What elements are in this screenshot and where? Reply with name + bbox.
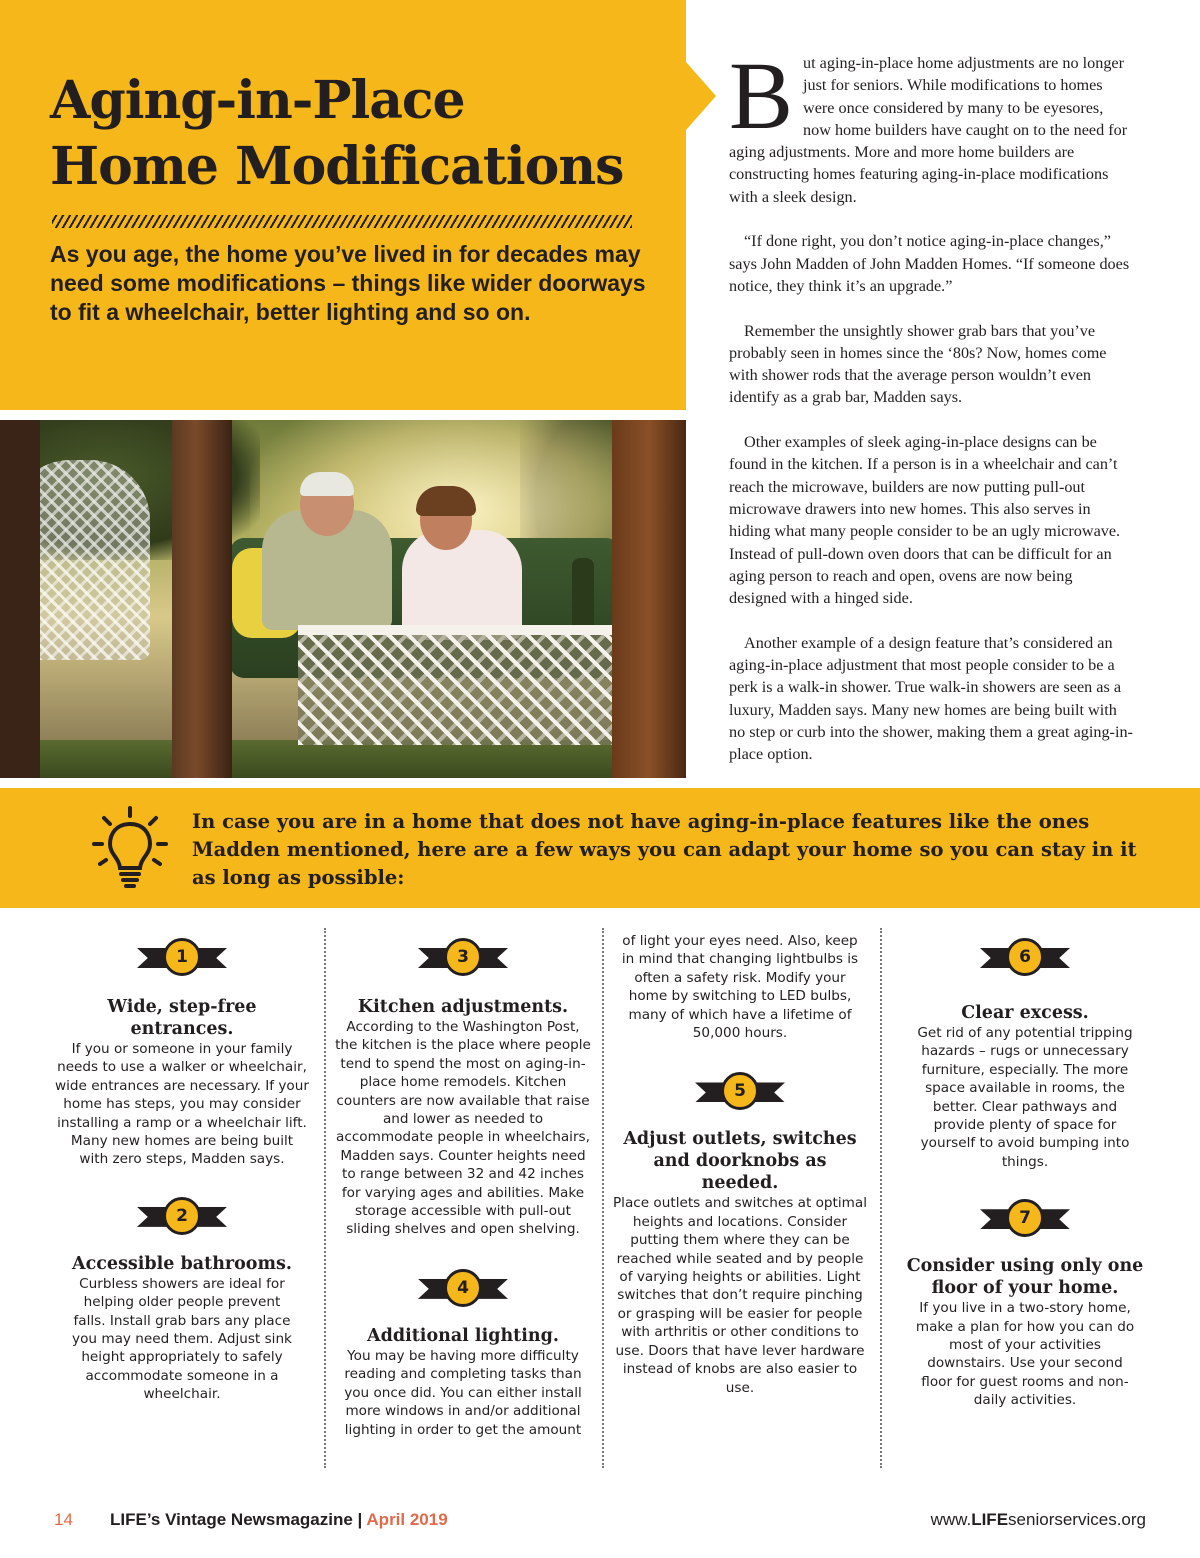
tip-5-body: Place outlets and switches at optimal heights and locations. Consider putting them where they can be reached while seated and by people of varying heights or abilities. Light switches that don’t require pinching or grasping will be easier for people with arthritis or other conditions to use. Doors that have lever hardware instead of knobs are also easier to use. bbox=[612, 1195, 868, 1396]
tip-3-heading: Kitchen adjustments. bbox=[357, 997, 569, 1017]
photo-man-hair bbox=[300, 472, 354, 496]
couple-on-porch-photo bbox=[0, 420, 686, 778]
article-paragraph-5: Another example of a design feature that’s considered an aging-in-place adjustment that most people consider to be a perk is a walk-in shower. True walk-in showers are seen as a luxury, Madden says. Many new homes are being built with no step or curb into the shower, making them a great aging-in-place option. bbox=[729, 633, 1133, 764]
photo-floor bbox=[0, 740, 686, 778]
photo-door-frame-right bbox=[612, 420, 686, 778]
tips-column-1 bbox=[47, 938, 317, 1404]
tip-badge-5 bbox=[695, 1072, 785, 1110]
tip-3-body: According to the Washington Post, the kitchen is the place where people tend to spend the most on aging-in-place home remodels. Kitchen counters are now available that raise and lower as needed to accommodate people in wheelchairs, Madden says. Counter heights need to range between 32 and 42 inches for varying ages and abilities. Make storage accessible with pull-out sliding shelves and open shelving. bbox=[335, 1019, 591, 1238]
article-paragraph-1 bbox=[729, 42, 1133, 208]
website-link[interactable] bbox=[931, 1508, 1146, 1532]
magazine-info bbox=[110, 1508, 448, 1532]
issue-date: April 2019 bbox=[366, 1510, 448, 1529]
photo-door-frame-middle bbox=[172, 420, 232, 778]
badge-number: 5 bbox=[721, 1072, 759, 1110]
tip-4-body-continued: of light your eyes need. Also, keep in mind that changing lightbulbs is often a safety risk. Modify your home by switching to LED bulbs, many of which have a lifetime of 50,000 hours. bbox=[621, 933, 859, 1042]
tip-badge-6 bbox=[980, 938, 1070, 976]
headline-line1: Aging-in-Place bbox=[50, 70, 465, 131]
title-panel bbox=[0, 0, 686, 410]
column-divider-2 bbox=[602, 928, 604, 1468]
hatch-divider bbox=[52, 215, 632, 228]
tip-badge-1 bbox=[137, 938, 227, 976]
tip-1-body: If you or someone in your family needs to use a walker or wheelchair, wide entrances are necessary. If your home has steps, you may consider installing a ramp or a wheelchair lift. Many new homes are being built with zero steps, Madden says. bbox=[55, 1041, 309, 1168]
headline bbox=[50, 68, 670, 200]
photo-woman-hair bbox=[416, 486, 476, 516]
lightbulb-icon bbox=[92, 806, 168, 890]
tip-5-heading: Adjust outlets, switches and doorknobs as needed. bbox=[623, 1129, 857, 1194]
tip-1-heading: Wide, step-free entrances. bbox=[107, 997, 257, 1039]
footer-separator: | bbox=[357, 1510, 363, 1529]
headline-line2: Home Modifications bbox=[50, 136, 624, 197]
photo-door-frame-left bbox=[0, 420, 40, 778]
tip-badge-7 bbox=[980, 1199, 1070, 1237]
tip-7-heading: Consider using only one floor of your home. bbox=[906, 1256, 1144, 1299]
tip-badge-3 bbox=[418, 938, 508, 976]
column-divider-1 bbox=[324, 928, 326, 1468]
tip-4-heading: Additional lighting. bbox=[367, 1325, 559, 1346]
tip-4-body: You may be having more difficulty reading and completing tasks than you once did. You can either install more windows in and/or additional lighting in order to get the amount bbox=[344, 1347, 582, 1438]
article-paragraph-2: “If done right, you don’t notice aging-in-place changes,” says John Madden of John Madden Homes. “If someone does notice, they think it’s an upgrade.” bbox=[729, 232, 1130, 295]
badge-number: 3 bbox=[444, 938, 482, 976]
tip-6-body: Get rid of any potential tripping hazards – rugs or unnecessary furniture, especially. The more space available in rooms, the better. Clear pathways and provide plenty of space for yourself to avoid bumping into things. bbox=[917, 1025, 1133, 1170]
url-brand: LIFE bbox=[971, 1510, 1009, 1529]
page-number: 14 bbox=[54, 1510, 73, 1529]
tip-6-heading: Clear excess. bbox=[961, 1003, 1089, 1023]
page-footer bbox=[54, 1508, 1146, 1532]
tips-column-2 bbox=[328, 938, 598, 1439]
badge-number: 1 bbox=[163, 938, 201, 976]
article-paragraph-3: Remember the unsightly shower grab bars that you’ve probably seen in homes since the ‘80s? Now, homes come with shower rods that the average person wouldn’t even identify as a grab bar, Madden says. bbox=[729, 321, 1107, 407]
badge-number: 4 bbox=[444, 1269, 482, 1307]
column-divider-3 bbox=[880, 928, 882, 1468]
title-panel-arrow bbox=[686, 62, 716, 130]
intro-text: As you age, the home you’ve lived in for decades may need some modifications – things like wider doorways to fit a wheelchair, better lighting and so on. bbox=[50, 241, 646, 325]
tip-badge-2 bbox=[137, 1197, 227, 1235]
magazine-name: LIFE’s Vintage Newsmagazine bbox=[110, 1510, 353, 1529]
tips-column-3 bbox=[605, 932, 875, 1397]
article-paragraph-4: Other examples of sleek aging-in-place designs can be found in the kitchen. If a person is in a wheelchair and can’t reach the microwave, builders are now putting pull-out microwave drawers into new homes. This also serves in hiding what many people consider to be an ugly microwave. Instead of pull-down oven doors that can be difficult for an aging person to reach and open, ovens are now being designed with a hinged side. bbox=[729, 433, 1121, 608]
url-suffix: seniorservices.org bbox=[1008, 1510, 1146, 1529]
tip-badge-4 bbox=[418, 1269, 508, 1307]
photo-wicker-table bbox=[298, 625, 616, 745]
badge-number: 2 bbox=[163, 1197, 201, 1235]
article-paragraph-1-text: ut aging-in-place home adjustments are no longer just for seniors. While modifications to homes were once considered by many to be eyesores, now home builders have caught on to the need for aging adjustments. More and more home builders are constructing homes featuring aging-in-place modifications with a sleek design. bbox=[729, 54, 1128, 206]
url-prefix: www. bbox=[930, 1510, 972, 1529]
badge-number: 6 bbox=[1006, 938, 1044, 976]
badge-number: 7 bbox=[1006, 1199, 1044, 1237]
article-body bbox=[729, 42, 1133, 788]
tip-2-heading: Accessible bathrooms. bbox=[72, 1253, 292, 1274]
tip-7-body: If you live in a two-story home, make a plan for how you can do most of your activities downstairs. Use your second floor for guest rooms and non-daily activities. bbox=[915, 1300, 1135, 1409]
drop-cap: B bbox=[729, 42, 794, 149]
tips-column-4 bbox=[890, 938, 1160, 1410]
tip-2-body: Curbless showers are ideal for helping older people prevent falls. Install grab bars any place you may need them. Adjust sink height appropriately to safely accommodate someone in a wheelchair. bbox=[72, 1275, 292, 1403]
photo-woman bbox=[402, 530, 522, 640]
tip-banner-text: In case you are in a home that does not have aging-in-place features like the ones Madden mentioned, here are a few ways you can adapt your home so you can stay in it as long as possible: bbox=[192, 810, 1137, 889]
